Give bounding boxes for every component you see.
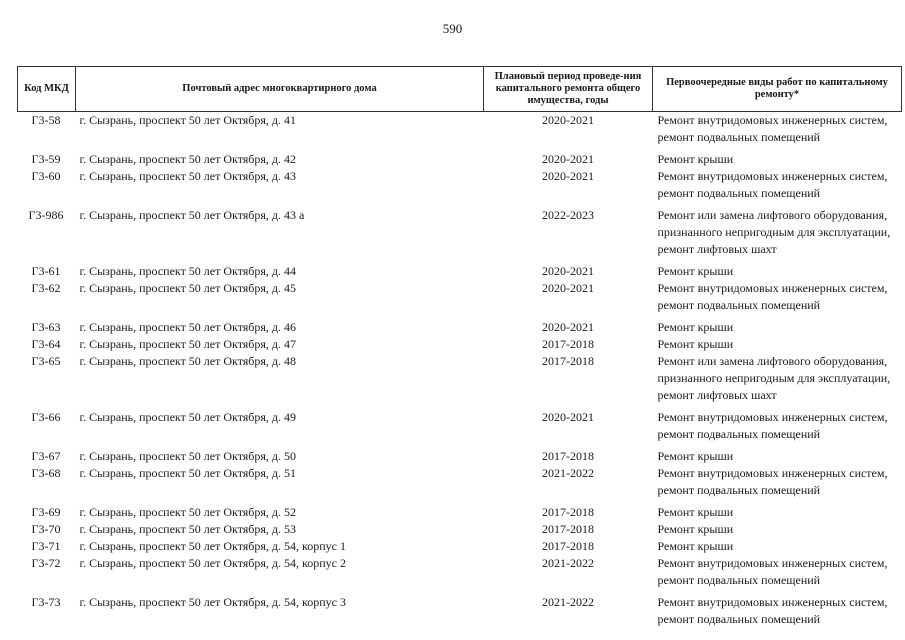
cell-code: Г3-65 (31, 354, 61, 368)
cell-works (653, 263, 902, 280)
cell-address: г. Сызрань, проспект 50 лет Октября, д. 54, корпус 3 (79, 595, 347, 609)
table-row (18, 504, 902, 521)
works-line: Ремонт крыши (657, 152, 734, 166)
cell-address: г. Сызрань, проспект 50 лет Октября, д. 54, корпус 2 (79, 556, 347, 570)
cell-address: г. Сызрань, проспект 50 лет Октября, д. 54, корпус 1 (79, 539, 347, 553)
cell-works (653, 409, 902, 448)
repair-schedule-table (17, 66, 902, 633)
works-line: ремонт подвальных помещений (657, 483, 821, 497)
works-line: ремонт подвальных помещений (657, 427, 821, 441)
works-line: Ремонт внутридомовых инженерных систем, (657, 113, 888, 127)
cell-address: г. Сызрань, проспект 50 лет Октября, д. 53 (79, 522, 297, 536)
cell-code: Г3-62 (31, 281, 61, 295)
works-line: Ремонт крыши (657, 337, 734, 351)
table-row (18, 263, 902, 280)
table-row (18, 448, 902, 465)
cell-works (653, 151, 902, 168)
cell-period: 2022-2023 (542, 208, 594, 222)
works-line: признанного непригодным для эксплуатации, (657, 371, 891, 385)
cell-works (653, 168, 902, 207)
cell-period: 2020-2021 (542, 281, 594, 295)
cell-works (653, 555, 902, 594)
works-line: ремонт подвальных помещений (657, 186, 821, 200)
cell-address: г. Сызрань, проспект 50 лет Октября, д. 46 (79, 320, 297, 334)
cell-code: Г3-59 (31, 152, 61, 166)
cell-period: 2020-2021 (542, 320, 594, 334)
header-works: Первоочередные виды работ по капитальному ремонту* (653, 67, 902, 112)
works-line: признанного непригодным для эксплуатации, (657, 225, 891, 239)
works-line: ремонт подвальных помещений (657, 298, 821, 312)
cell-period: 2020-2021 (542, 169, 594, 183)
table-row (18, 409, 902, 448)
cell-period: 2021-2022 (542, 595, 594, 609)
cell-works (653, 207, 902, 263)
works-line: ремонт подвальных помещений (657, 130, 821, 144)
table-row (18, 151, 902, 168)
cell-period: 2020-2021 (542, 264, 594, 278)
cell-period: 2017-2018 (542, 505, 594, 519)
cell-code: Г3-68 (31, 466, 61, 480)
cell-address: г. Сызрань, проспект 50 лет Октября, д. 43 а (79, 208, 305, 222)
table-row (18, 465, 902, 504)
cell-period: 2020-2021 (542, 410, 594, 424)
cell-address: г. Сызрань, проспект 50 лет Октября, д. 50 (79, 449, 297, 463)
cell-code: Г3-67 (31, 449, 61, 463)
table-row (18, 521, 902, 538)
cell-code: Г3-986 (28, 208, 64, 222)
table-row (18, 353, 902, 409)
cell-address: г. Сызрань, проспект 50 лет Октября, д. 51 (79, 466, 297, 480)
cell-period: 2017-2018 (542, 449, 594, 463)
works-line: Ремонт внутридомовых инженерных систем, (657, 281, 888, 295)
cell-period: 2020-2021 (542, 113, 594, 127)
cell-works (653, 448, 902, 465)
cell-works (653, 538, 902, 555)
cell-works (653, 594, 902, 633)
table-row (18, 538, 902, 555)
table-row (18, 555, 902, 594)
works-line: ремонт подвальных помещений (657, 612, 821, 626)
cell-works (653, 336, 902, 353)
cell-code: Г3-64 (31, 337, 61, 351)
cell-period: 2017-2018 (542, 354, 594, 368)
works-line: ремонт лифтовых шахт (657, 242, 777, 256)
works-line: Ремонт или замена лифтового оборудования, (657, 354, 888, 368)
works-line: Ремонт крыши (657, 264, 734, 278)
cell-address: г. Сызрань, проспект 50 лет Октября, д. 45 (79, 281, 297, 295)
cell-address: г. Сызрань, проспект 50 лет Октября, д. 43 (79, 169, 297, 183)
cell-period: 2017-2018 (542, 522, 594, 536)
cell-address: г. Сызрань, проспект 50 лет Октября, д. 44 (79, 264, 297, 278)
works-line: Ремонт или замена лифтового оборудования, (657, 208, 888, 222)
works-line: Ремонт крыши (657, 522, 734, 536)
cell-code: Г3-66 (31, 410, 61, 424)
works-line: Ремонт внутридомовых инженерных систем, (657, 410, 888, 424)
cell-period: 2017-2018 (542, 337, 594, 351)
header-period: Плановый период проведе-ния капитального ремонта общего имущества, годы (484, 67, 653, 112)
table-row (18, 319, 902, 336)
cell-works (653, 112, 902, 152)
cell-works (653, 319, 902, 336)
cell-works (653, 353, 902, 409)
cell-code: Г3-71 (31, 539, 61, 553)
cell-code: Г3-70 (31, 522, 61, 536)
table-header-row (18, 67, 902, 112)
works-line: Ремонт крыши (657, 320, 734, 334)
works-line: Ремонт крыши (657, 505, 734, 519)
works-line: Ремонт крыши (657, 539, 734, 553)
cell-code: Г3-61 (31, 264, 61, 278)
cell-code: Г3-60 (31, 169, 61, 183)
cell-code: Г3-73 (31, 595, 61, 609)
header-code: Код МКД (18, 67, 76, 112)
cell-period: 2020-2021 (542, 152, 594, 166)
table-row (18, 336, 902, 353)
cell-code: Г3-69 (31, 505, 61, 519)
table-row (18, 280, 902, 319)
table-row (18, 207, 902, 263)
cell-address: г. Сызрань, проспект 50 лет Октября, д. 42 (79, 152, 297, 166)
cell-address: г. Сызрань, проспект 50 лет Октября, д. 41 (79, 113, 297, 127)
works-line: ремонт подвальных помещений (657, 573, 821, 587)
works-line: Ремонт внутридомовых инженерных систем, (657, 169, 888, 183)
cell-works (653, 465, 902, 504)
cell-period: 2017-2018 (542, 539, 594, 553)
cell-address: г. Сызрань, проспект 50 лет Октября, д. 47 (79, 337, 297, 351)
cell-works (653, 280, 902, 319)
table-row (18, 168, 902, 207)
works-line: Ремонт крыши (657, 449, 734, 463)
cell-period: 2021-2022 (542, 466, 594, 480)
header-address: Почтовый адрес многоквартирного дома (76, 67, 484, 112)
cell-address: г. Сызрань, проспект 50 лет Октября, д. 48 (79, 354, 297, 368)
works-line: Ремонт внутридомовых инженерных систем, (657, 556, 888, 570)
table-body (18, 112, 902, 634)
cell-address: г. Сызрань, проспект 50 лет Октября, д. 49 (79, 410, 297, 424)
cell-code: Г3-63 (31, 320, 61, 334)
cell-works (653, 521, 902, 538)
works-line: Ремонт внутридомовых инженерных систем, (657, 466, 888, 480)
page-number: 590 (442, 21, 463, 36)
table-row (18, 594, 902, 633)
cell-works (653, 504, 902, 521)
works-line: Ремонт внутридомовых инженерных систем, (657, 595, 888, 609)
cell-code: Г3-72 (31, 556, 61, 570)
cell-address: г. Сызрань, проспект 50 лет Октября, д. 52 (79, 505, 297, 519)
cell-period: 2021-2022 (542, 556, 594, 570)
works-line: ремонт лифтовых шахт (657, 388, 777, 402)
cell-code: Г3-58 (31, 113, 61, 127)
table-row (18, 112, 902, 152)
